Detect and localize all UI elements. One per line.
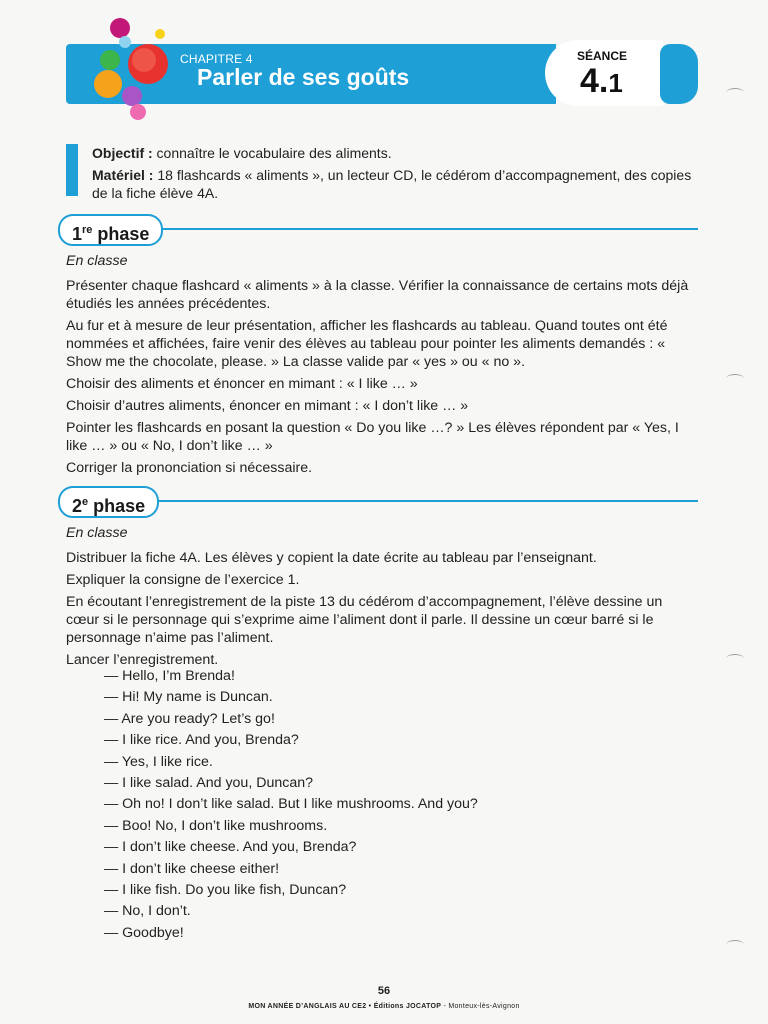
phase-2-context: En classe (66, 525, 128, 541)
dialogue-line: — I don’t like cheese either! (104, 860, 280, 877)
dialogue-line: — Hello, I’m Brenda! (104, 668, 235, 684)
dialogue-line: — Boo! No, I don’t like mushrooms. (104, 817, 328, 834)
publisher: Éditions JOCATOP (373, 1003, 442, 1010)
dialogue-line: — I like rice. And you, Brenda? (104, 732, 299, 749)
seance-major: 4. (580, 62, 609, 100)
objectif-block (92, 144, 698, 206)
phase-1-line (158, 228, 698, 230)
dialogue-line: — I like fish. Do you like fish, Duncan? (104, 882, 347, 899)
footer-credits (0, 1003, 768, 1010)
book-title: MON ANNÉE D’ANGLAIS AU CE2 (248, 1003, 367, 1010)
seance-label: SÉANCE (577, 49, 628, 63)
dialogue-line: — Oh no! I don’t like salad. But I like mushrooms. And you? (104, 796, 478, 813)
objectif-text: connaître le vocabulaire des aliments. (152, 145, 392, 161)
footer-separator: • (366, 1003, 374, 1010)
seance-minor: 1 (608, 68, 623, 98)
phase-2-paragraph: Lancer l’enregistrement. (66, 652, 219, 668)
binder-mark (726, 940, 744, 949)
dialogue-line: — I don’t like cheese. And you, Brenda? (104, 839, 357, 856)
publisher-location: - Monteux-lès-Avignon (441, 1003, 520, 1010)
chapter-label: CHAPITRE 4 (180, 52, 253, 66)
dialogue-line: — No, I don’t. (104, 903, 191, 920)
dialogue-line: — Are you ready? Let’s go! (104, 710, 275, 727)
page-number: 56 (377, 985, 391, 997)
objectif-label: Objectif : (92, 145, 153, 161)
side-tab (660, 44, 698, 104)
phase-1-header (58, 214, 698, 244)
phase-1-context: En classe (66, 253, 128, 269)
objectif-bar (66, 144, 78, 196)
dialogue-line: — Goodbye! (104, 924, 184, 941)
phase-2-title: 2e phase (58, 486, 159, 518)
phase-2-line (158, 500, 698, 502)
phase-1-paragraph: Choisir d’autres aliments, énoncer en mimant : « I don’t like … » (66, 398, 469, 414)
phase-2-paragraph: Expliquer la consigne de l’exercice 1. (66, 572, 300, 588)
chapter-title: Parler de ses goûts (197, 64, 410, 90)
phase-1-paragraph: Présenter chaque flashcard « aliments » à la classe. Vérifier la connaissance de certains mots déjà étudiés les années précédentes. (66, 278, 689, 312)
phase-1-paragraph: Choisir des aliments et énoncer en mimant : « I like … » (66, 376, 418, 392)
phase-2-paragraph: Distribuer la fiche 4A. Les élèves y copient la date écrite au tableau par l’enseignant. (66, 550, 597, 566)
phase-2-body (66, 524, 698, 673)
dialogue-line: — Yes, I like rice. (104, 753, 213, 770)
phase-1-title: 1re phase (58, 214, 163, 246)
phase-1-paragraph: Corriger la prononciation si nécessaire. (66, 460, 313, 476)
phase-2-header (58, 486, 698, 516)
phase-1-paragraph: Pointer les flashcards en posant la question « Do you like …? » Les élèves répondent par « Yes, I like … » ou « No, I don’t like … » (66, 420, 679, 454)
dialogue-line: — Hi! My name is Duncan. (104, 689, 273, 706)
phase-1-body (66, 252, 698, 481)
binder-mark (726, 88, 744, 97)
materiel-text: 18 flashcards « aliments », un lecteur CD, le cédérom d’accompagnement, des copies de la fiche élève 4A. (92, 167, 692, 201)
phase-1-paragraph: Au fur et à mesure de leur présentation, afficher les flashcards au tableau. Quand toutes ont été nommées et affichées, faire venir des élèves au tableau pour pointer les aliments demandés : « Show me the chocolate, please. » La classe valide par « yes » ou « no ». (66, 318, 668, 370)
decorative-bubbles-icon (90, 14, 190, 124)
phase-2-paragraph: En écoutant l’enregistrement de la piste 13 du cédérom d’accompagnement, l’élève dessine un cœur si le personnage qui s’exprime aime l’aliment dont il parle. Il dessine un cœur barré si le personnage n’aime pas l’aliment. (66, 594, 663, 646)
dialogue-list (104, 666, 664, 944)
dialogue-line: — I like salad. And you, Duncan? (104, 775, 313, 792)
materiel-label: Matériel : (92, 167, 154, 183)
seance-number (580, 62, 623, 101)
binder-mark (726, 654, 744, 663)
binder-mark (726, 374, 744, 383)
